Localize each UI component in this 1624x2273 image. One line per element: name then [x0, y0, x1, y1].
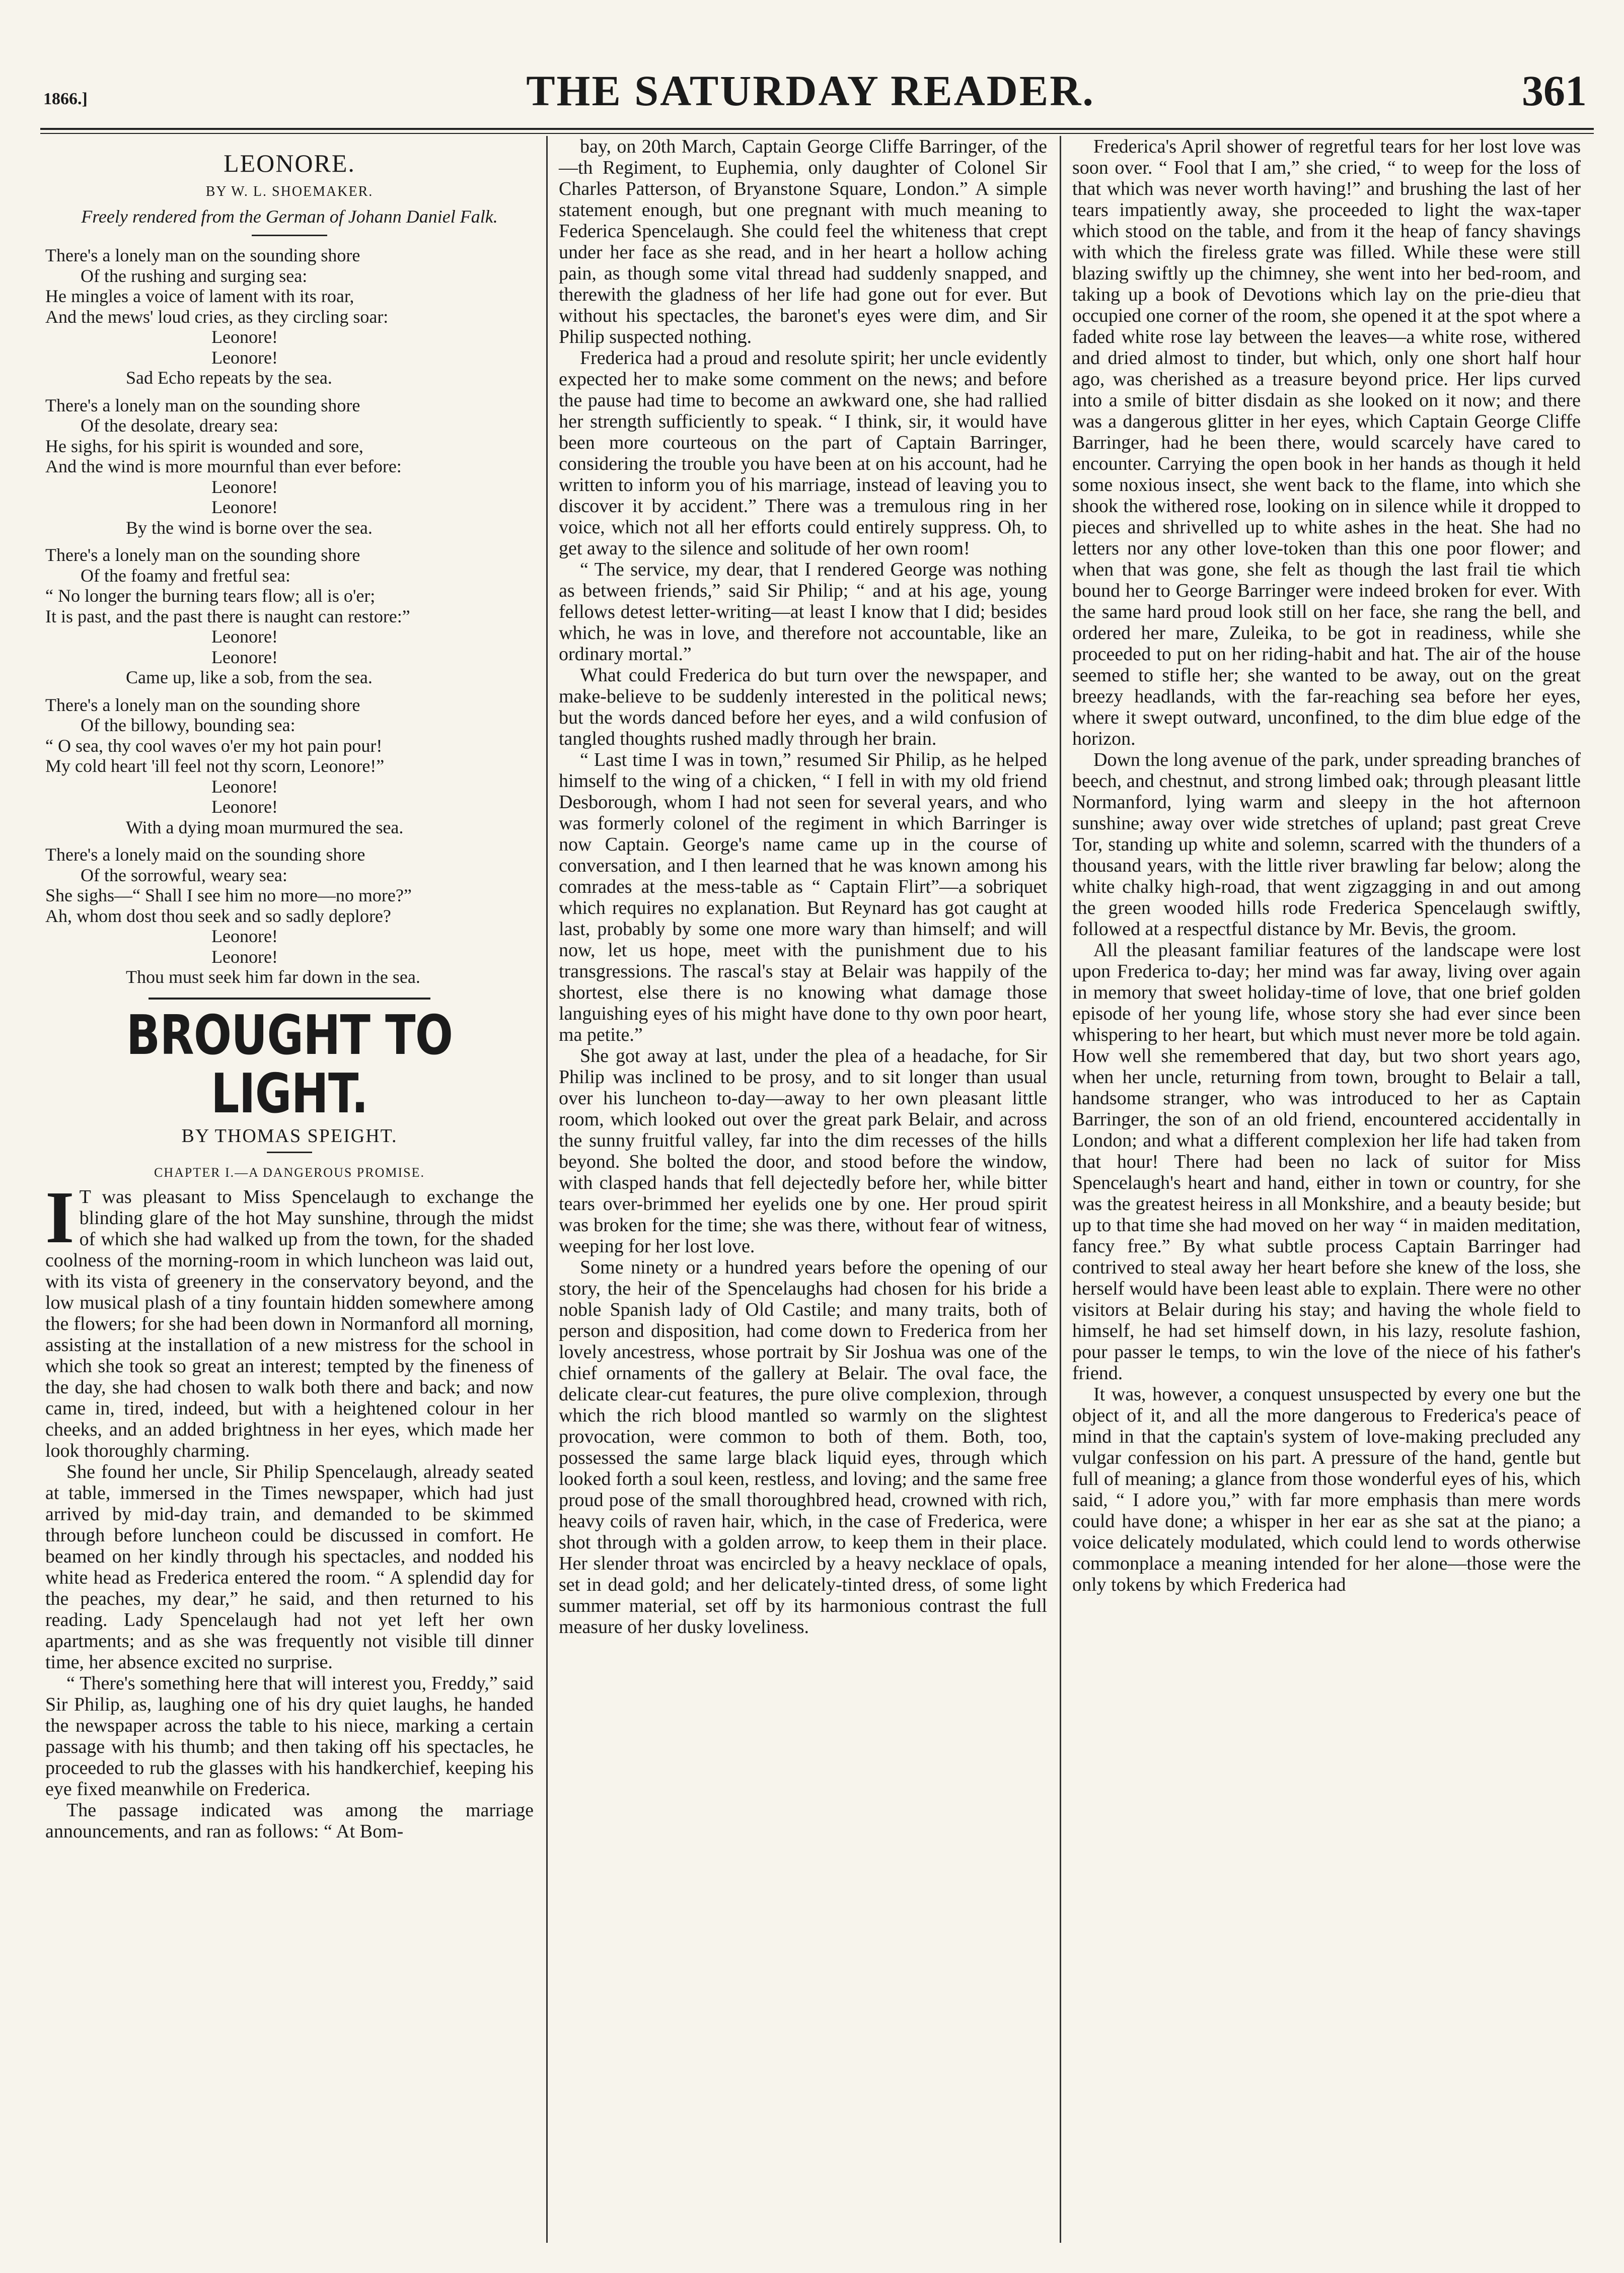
story-author: BY THOMAS SPEIGHT. [181, 1125, 398, 1147]
poem-title: LEONORE. [224, 149, 355, 177]
paragraph: “ There's something here that will interest you, Freddy,” said Sir Philip, as, laughing one of his dry quiet laughs, he handed the newspaper across the table to his niece, marking a certain passage with his thumb; and then taking off his spectacles, he proceeded to rub the glasses with his handkerchief, keeping his eye fixed meanwhile on Frederica. [45, 1672, 534, 1800]
paragraph-text: T was pleasant to Miss Spencelaugh to exchange the blinding glare of the hot May sunshine, through the midst of which she had walked up from the town, for the shaded coolness of the morning-room in which luncheon was laid out, with its vista of greenery in the conservatory beyond, and the low musical plash of a tiny fountain hidden somewhere among the flowers; for she had been down in Normanford all morning, assisting at the installation of a new mistress for the school in which she took so great an interest; tempted by the fineness of the day, she had chosen to walk both there and back; and now came in, tired, indeed, but with a heightened colour in her cheeks, and an added brightness in her eyes, which made her look thoroughly charming. [45, 1186, 534, 1461]
poem-line: Ah, whom dost thou seek and so sadly deplore? [45, 905, 391, 926]
poem-line: It is past, and the past there is naught can restore:” [45, 606, 410, 626]
poem-author: BY W. L. SHOEMAKER. [205, 184, 374, 199]
paragraph: Down the long avenue of the park, under spreading branches of beech, and chestnut, and strong limbed oak; through pleasant little Normanford, lying warm and sleepy in the hot afternoon sunshine; away over wide stretches of upland; past great Creve Tor, standing up white and solemn, scarred with the thunders of a thousand years, with the little river brawling far below; along the white chalky high-road, that went zigzagging in and out among the green wooded hills rode Frederica Spencelaugh swiftly, followed at a respectful distance by Mr. Bevis, the groom. [1072, 749, 1581, 940]
poem-line: Leonore! [211, 926, 278, 946]
poem-line: Leonore! [211, 776, 278, 797]
poem-line: Of the desolate, dreary sea: [81, 415, 278, 436]
poem-line: Thou must seek him far down in the sea. [126, 967, 420, 987]
story-title: BROUGHT TO LIGHT. [126, 1004, 453, 1125]
poem-stanza [45, 245, 534, 388]
poem-line: There's a lonely man on the sounding shore [45, 395, 360, 415]
column-2 [559, 136, 1047, 1638]
poem-stanza [45, 545, 534, 688]
poem-line: He mingles a voice of lament with its roar, [45, 286, 354, 306]
poem-line: Leonore! [211, 647, 278, 667]
poem-line: By the wind is borne over the sea. [126, 517, 373, 538]
poem-line: He sighs, for his spirit is wounded and sore, [45, 436, 363, 456]
poem-stanza [45, 844, 534, 987]
chapter-heading: CHAPTER I.—A DANGEROUS PROMISE. [154, 1165, 425, 1180]
paragraph: “ Last time I was in town,” resumed Sir Philip, as he helped himself to the wing of a chicken, “ I fell in with my old friend Desborough, whom I had not seen for several years, and who was formerly colonel of the regiment in which Barringer is now Captain. George's name came up in the course of conversation, and I then learned that he was known among his comrades at the mess-table as “ Captain Flirt”—a sobriquet which requires no explanation. But Reynard has got caught at last, probably by some one more wary than himself; and will now, let us hope, meet with the punishment due to his transgressions. The rascal's stay at Belair was happily of the shortest, else there is no knowing what damage those languishing eyes of his might have done to thy own poor heart, ma petite.” [559, 749, 1047, 1045]
poem-line: Leonore! [211, 347, 278, 368]
poem-line: “ O sea, thy cool waves o'er my hot pain pour! [45, 735, 383, 756]
column-1 [45, 136, 534, 1842]
poem-line: She sighs—“ Shall I see him no more—no more?” [45, 885, 412, 905]
poem-line: Of the billowy, bounding sea: [81, 715, 296, 735]
story-text-col3 [1072, 136, 1581, 1595]
paragraph: Some ninety or a hundred years before the opening of our story, the heir of the Spencelaughs had chosen for his bride a noble Spanish lady of Old Castile; and many traits, both of person and disposition, had come down to Frederica from her lovely ancestress, whose portrait by Sir Joshua was one of the chief ornaments of the gallery at Belair. The oval face, the delicate clear-cut features, the pure olive complexion, through which the rich blood mantled so warmly on the slightest provocation, were common to both of them. Both, too, possessed the same large black liquid eyes, through which looked forth a soul keen, restless, and loving; and the same free proud pose of the small thoroughbred head, crowned with rich, heavy coils of raven hair, which, in the case of Frederica, were shot through with a golden arrow, to keep them in their place. Her slender throat was encircled by a heavy necklace of opals, set in dead gold; and her delicately-tinted dress, of some light summer material, set off by its harmonious contrast the full measure of her dusky loveliness. [559, 1257, 1047, 1638]
poem-stanza [45, 395, 534, 538]
masthead-title: THE SATURDAY READER. [526, 66, 1095, 115]
column-divider [546, 136, 548, 2243]
poem-line: Of the sorrowful, weary sea: [81, 865, 287, 885]
poem-line: With a dying moan murmured the sea. [126, 817, 404, 837]
column-divider [1060, 136, 1061, 2243]
poem-body [45, 245, 534, 987]
paragraph: Frederica's April shower of regretful tears for her lost love was soon over. “ Fool that I am,” she cried, “ to weep for the loss of that which was never worth having!” and brushing the last of her tears impatiently away, she proceeded to light the wax-taper which stood on the table, and from it the heap of fancy shavings with which the fireless grate was filled. While these were still blazing swiftly up the chimney, she went into her bed-room, and taking up a book of Devotions which lay on the prie-dieu that occupied one corner of the room, she opened it at the spot where a faded white rose lay between the leaves—a white rose, withered and dried almost to tinder, but which, only one short half hour ago, was cherished as a treasure beyond price. Her lips curved into a smile of bitter disdain as she looked on it now; and there was a dangerous glitter in her eyes, which Captain George Cliffe Barringer, had he been there, would scarcely have cared to encounter. Carrying the open book in her hands as though it held some noxious insect, she went back to the flame, into which she shook the withered rose, looking on in silence while it dropped to pieces and shrivelled up to white ashes in the heat. She had no letters nor any other love-token than this one poor flower; and when that was gone, she felt as though the last frail tie which bound her to George Barringer were indeed broken for ever. With the same hard proud look still on her face, she rang the bell, and ordered her mare, Zuleika, to be got in readiness, while she proceeded to put on her riding-habit and hat. The air of the house seemed to stifle her; she wanted to be away, out on the great breezy headlands, with the far-reaching sea before her eyes, where it swept outward, unconfined, to the dim blue edge of the horizon. [1072, 136, 1581, 749]
column-3 [1072, 136, 1581, 1595]
header-rule [40, 128, 1594, 130]
poem-stanza [45, 695, 534, 838]
paragraph: The passage indicated was among the marriage announcements, and ran as follows: “ At Bom- [45, 1799, 534, 1842]
poem-line: Leonore! [211, 797, 278, 817]
poem-line: Leonore! [211, 476, 278, 497]
issue-date: 1866.] [43, 90, 88, 108]
divider [267, 1152, 312, 1153]
paragraph: She found her uncle, Sir Philip Spencelaugh, already seated at table, immersed in the Times newspaper, which had just arrived by mid-day train, and demanded to be skimmed through before luncheon could be discussed in comfort. He beamed on her kindly through his spectacles, and nodded his white head as Frederica entered the room. “ A splendid day for the peaches, my dear,” he said, and then returned to his reading. Lady Spencelaugh had not yet left her own apartments; and as she was frequently not visible till dinner time, her absence excited no surprise. [45, 1461, 534, 1673]
story-text-col1 [45, 1176, 534, 1842]
poem-note: Freely rendered from the German of Johann Daniel Falk. [81, 206, 498, 227]
poem-line: Leonore! [211, 946, 278, 967]
poem-line: And the mews' loud cries, as they circling soar: [45, 306, 389, 327]
poem-line: Sad Echo repeats by the sea. [126, 368, 332, 388]
poem-line: My cold heart 'ill feel not thy scorn, Leonore!” [45, 756, 385, 776]
poem-line: There's a lonely man on the sounding shore [45, 245, 360, 265]
poem-line: There's a lonely maid on the sounding shore [45, 844, 365, 865]
paragraph: Frederica had a proud and resolute spirit; her uncle evidently expected her to make some comment on the news; and before the pause had time to become an awkward one, she had rallied her strength sufficiently to speak. “ I think, sir, it would have been more courteous on the part of Captain Barringer, considering the trouble you have been at on his account, had he written to inform you of his marriage, instead of leaving you to discover it by accident.” There was a tremulous ring in her voice, which not all her efforts could entirely suppress. Oh, to get away to the silence and solitude of her own room! [559, 347, 1047, 559]
poem-line: And the wind is more mournful than ever before: [45, 456, 402, 476]
story-text-col2 [559, 136, 1047, 1638]
header-rule-thin [40, 133, 1594, 134]
poem-line: There's a lonely man on the sounding shore [45, 694, 360, 715]
poem-line: Came up, like a sob, from the sea. [126, 667, 373, 687]
paragraph: She got away at last, under the plea of a headache, for Sir Philip was inclined to be prosy, and to sit longer than usual over his luncheon to-day—away to her own pleasant little room, which looked out over the great park Belair, and across the sunny fruitful valley, far into the dim recesses of the hills beyond. She bolted the door, and stood before the window, with clasped hands that fell dejectedly before her, while bitter tears over-brimmed her eyelids one by one. Her proud spirit was broken for the time; she was there, without fear of witness, weeping for her lost love. [559, 1045, 1047, 1257]
paragraph: “ The service, my dear, that I rendered George was nothing as between friends,” said Sir Philip; “ and at his age, young fellows detest letter-writing—at least I know that I did; besides which, he was in love, and therefore not accountable, like an ordinary mortal.” [559, 559, 1047, 665]
poem-line: Leonore! [211, 497, 278, 517]
poem-line: Of the foamy and fretful sea: [81, 565, 290, 586]
divider [252, 235, 327, 236]
drop-cap: I [45, 1176, 75, 1259]
poem-line: Leonore! [211, 626, 278, 647]
paragraph: All the pleasant familiar features of the landscape were lost upon Frederica to-day; her mind was far away, living over again in memory that sweet holiday-time of love, that one brief golden episode of her young life, whose story she had ever since been whispering to her heart, but which must never more be told again. How well she remembered that day, but two short years ago, when her uncle, returning from town, brought to Belair a tall, handsome stranger, who was introduced to her as Captain Barringer, the son of an old friend, encountered accidentally in London; and what a different complexion her life had taken from that hour! There had been no lack of suitor for Miss Spencelaugh's heart and hand, either in town or country, for she was the greatest heiress in all Monkshire, and a beauty beside; but up to that time she had moved on her way “ in maiden meditation, fancy free.” By what subtle process Captain Barringer had contrived to steal away her heart before she knew of the loss, she herself would have been least able to explain. There were no other visitors at Belair during his stay; and having the whole field to himself, he had set himself down, in his lazy, resolute fashion, pour passer le temps, to win the love of the niece of his father's friend. [1072, 940, 1581, 1384]
poem-line: Of the rushing and surging sea: [81, 265, 308, 286]
poem-line: There's a lonely man on the sounding shore [45, 545, 360, 565]
divider [149, 998, 430, 1000]
paragraph: bay, on 20th March, Captain George Cliffe Barringer, of the —th Regiment, to Euphemia, only daughter of Colonel Sir Charles Patterson, of Bryanstone Square, London.” A simple statement enough, but one pregnant with much meaning to Federica Spencelaugh. She could feel the whiteness that crept under her face as she read, and in her heart a hollow aching pain, as though some vital thread had suddenly snapped, and therewith the gladness of her life had gone out for ever. But without his spectacles, the baronet's eyes were dim, and Sir Philip suspected nothing. [559, 136, 1047, 347]
poem-line: Leonore! [211, 327, 278, 347]
page-number: 361 [1522, 66, 1587, 115]
paragraph: What could Frederica do but turn over the newspaper, and make-believe to be suddenly interested in the political news; but the words danced before her eyes, and a wild confusion of tangled thoughts rushed madly through her brain. [559, 665, 1047, 749]
paragraph [45, 1176, 534, 1461]
paragraph: It was, however, a conquest unsuspected by every one but the object of it, and all the more dangerous to Frederica's peace of mind in that the captain's system of love-making precluded any vulgar confession on his part. A pressure of the hand, gentle but full of meaning; a glance from those wonderful eyes of his, which said, “ I adore you,” with far more emphasis than mere words could have done; a whisper in her ear as she sat at the piano; a voice delicately modulated, which could lend to words otherwise commonplace a meaning intended for her alone—those were the only tokens by which Frederica had [1072, 1384, 1581, 1595]
poem-line: “ No longer the burning tears flow; all is o'er; [45, 586, 376, 606]
